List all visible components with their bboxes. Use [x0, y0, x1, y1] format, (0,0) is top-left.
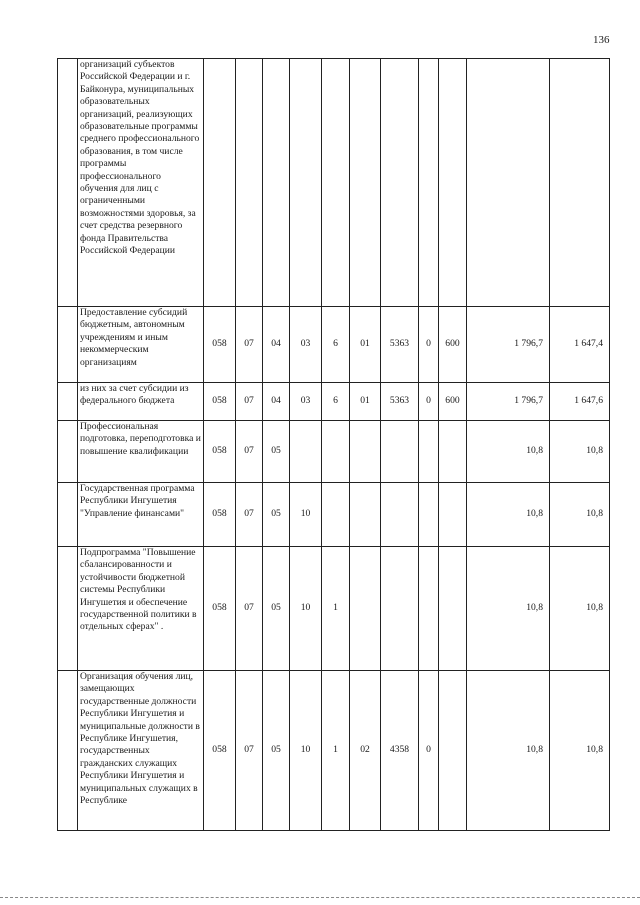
row-cell: 10: [290, 483, 322, 547]
row-name: Государственная программа Республики Ингушетия "Управление финансами": [78, 483, 204, 547]
row-index-cell: [58, 421, 78, 483]
row-cell: 05: [263, 547, 290, 671]
row-cell: [467, 59, 550, 307]
row-cell: 05: [263, 671, 290, 831]
row-cell: 1: [322, 547, 350, 671]
table-row: [58, 671, 610, 831]
row-cell: 04: [263, 383, 290, 421]
row-cell: [290, 421, 322, 483]
row-cell: 1 796,7: [467, 307, 550, 383]
row-cell: [419, 547, 439, 671]
row-cell: [350, 59, 381, 307]
row-cell: 5363: [381, 307, 419, 383]
row-cell: [263, 59, 290, 307]
row-cell: 10: [290, 671, 322, 831]
row-cell: [419, 421, 439, 483]
row-cell: [204, 59, 236, 307]
row-cell: [439, 547, 467, 671]
row-cell: [439, 483, 467, 547]
row-cell: 600: [439, 307, 467, 383]
row-cell: 01: [350, 307, 381, 383]
row-cell: 05: [263, 483, 290, 547]
row-cell: 5363: [381, 383, 419, 421]
row-cell: 1 647,4: [550, 307, 610, 383]
row-cell: [290, 59, 322, 307]
row-cell: 10,8: [467, 421, 550, 483]
row-cell: 10,8: [467, 547, 550, 671]
row-cell: [236, 59, 263, 307]
row-cell: 1 647,6: [550, 383, 610, 421]
row-index-cell: [58, 307, 78, 383]
row-cell: 10: [290, 547, 322, 671]
row-cell: [322, 59, 350, 307]
row-index-cell: [58, 671, 78, 831]
row-cell: 07: [236, 483, 263, 547]
row-index-cell: [58, 59, 78, 307]
bottom-rule: [0, 897, 640, 898]
row-name: Предоставление субсидий бюджетным, автономным учреждениям и иным некоммерческим организациям: [78, 307, 204, 383]
table-row: [58, 421, 610, 483]
row-cell: [381, 421, 419, 483]
row-cell: [381, 547, 419, 671]
row-cell: 04: [263, 307, 290, 383]
row-cell: [419, 483, 439, 547]
row-cell: [350, 547, 381, 671]
row-cell: [350, 421, 381, 483]
row-cell: [439, 421, 467, 483]
row-cell: [419, 59, 439, 307]
row-cell: 07: [236, 547, 263, 671]
row-cell: 058: [204, 383, 236, 421]
row-cell: 07: [236, 307, 263, 383]
row-name: Профессиональная подготовка, переподготовка и повышение квалификации: [78, 421, 204, 483]
row-index-cell: [58, 383, 78, 421]
row-cell: 10,8: [467, 483, 550, 547]
row-cell: 05: [263, 421, 290, 483]
row-cell: 10,8: [550, 421, 610, 483]
row-cell: 03: [290, 307, 322, 383]
table-row: [58, 383, 610, 421]
row-cell: [550, 59, 610, 307]
row-cell: 0: [419, 671, 439, 831]
row-cell: 0: [419, 383, 439, 421]
row-cell: 10,8: [550, 547, 610, 671]
table-row: [58, 59, 610, 307]
row-cell: [381, 483, 419, 547]
row-cell: 058: [204, 421, 236, 483]
row-cell: 10,8: [550, 671, 610, 831]
row-cell: [350, 483, 381, 547]
budget-table: [57, 58, 610, 831]
row-cell: [322, 421, 350, 483]
row-cell: 03: [290, 383, 322, 421]
row-cell: [439, 59, 467, 307]
row-cell: 01: [350, 383, 381, 421]
table-row: [58, 307, 610, 383]
row-cell: 1: [322, 671, 350, 831]
row-cell: 600: [439, 383, 467, 421]
row-cell: 6: [322, 307, 350, 383]
page-number: 136: [593, 34, 610, 46]
row-index-cell: [58, 483, 78, 547]
row-cell: 10,8: [467, 671, 550, 831]
row-index-cell: [58, 547, 78, 671]
row-name: Подпрограмма "Повышение сбалансированности и устойчивости бюджетной системы Республики Ингушетия и обеспечение государственной политики в отдельных сферах" .: [78, 547, 204, 671]
row-cell: 058: [204, 671, 236, 831]
row-cell: 0: [419, 307, 439, 383]
row-cell: [381, 59, 419, 307]
row-cell: 07: [236, 671, 263, 831]
row-cell: 6: [322, 383, 350, 421]
row-cell: 10,8: [550, 483, 610, 547]
row-cell: 058: [204, 547, 236, 671]
row-cell: 07: [236, 421, 263, 483]
row-cell: 4358: [381, 671, 419, 831]
table-row: [58, 547, 610, 671]
row-cell: 058: [204, 307, 236, 383]
table-row: [58, 483, 610, 547]
row-name: из них за счет субсидии из федерального бюджета: [78, 383, 204, 421]
row-name: Организация обучения лиц, замещающих государственные должности Республики Ингушетия и муниципальные должности в Республике Ингушетия, государственных гражданских служащих Республики Ингушетия и муниципальных служащих в Республике: [78, 671, 204, 831]
row-cell: 02: [350, 671, 381, 831]
row-cell: 058: [204, 483, 236, 547]
row-cell: 1 796,7: [467, 383, 550, 421]
row-cell: [439, 671, 467, 831]
row-cell: [322, 483, 350, 547]
row-cell: 07: [236, 383, 263, 421]
row-name: организаций субъектов Российской Федерации и г. Байконура, муниципальных образовательных организаций, реализующих образовательные программы среднего профессионального образования, в том числе программы профессионального обучения для лиц с ограниченными возможностями здоровья, за счет средства резервного фонда Правительства Российской Федерации: [78, 59, 204, 307]
